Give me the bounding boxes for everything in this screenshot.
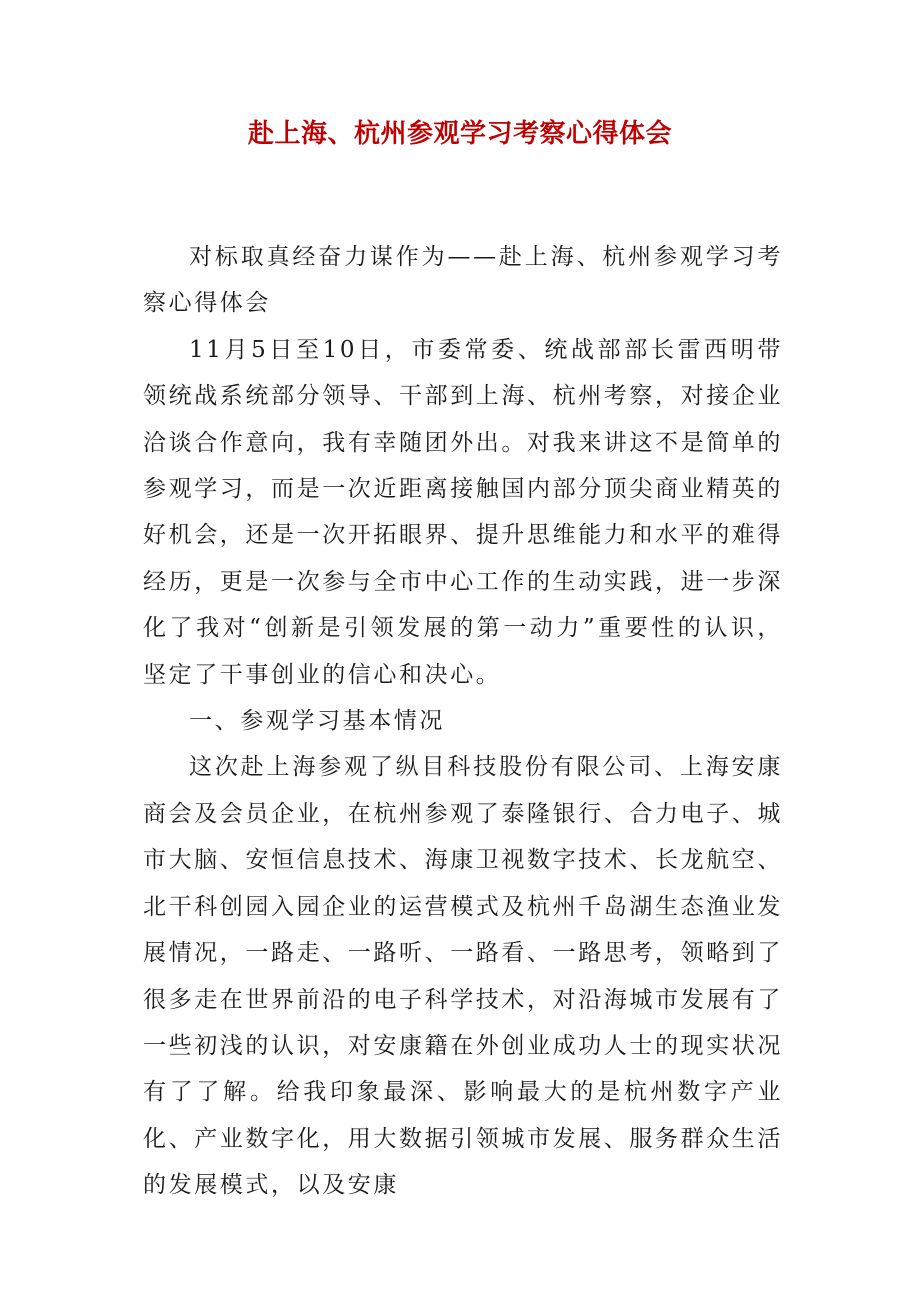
subtitle-paragraph: 对标取真经奋力谋作为——赴上海、杭州参观学习考察心得体会 [143, 244, 783, 317]
section-heading: 一、参观学习基本情况 [189, 708, 445, 735]
body-paragraph-visit: 这次赴上海参观了纵目科技股份有限公司、上海安康商会及会员企业，在杭州参观了泰隆银行、合力电子、城市大脑、安恒信息技术、海康卫视数字技术、长龙航空、北干科创园入园企业的运营模式及杭州千岛湖生态渔业发展情况，一路走、一路听、一路看、一路思考，领略到了很多走在世界前沿的电子科学技术，对沿海城市发展有了一些初浅的认识，对安康籍在外创业成功人士的现实状况有了了解。给我印象最深、影响最大的是杭州数字产业化、产业数字化，用大数据引领城市发展、服务群众生活的发展模式，以及安康 [143, 754, 783, 1199]
body-paragraph-intro: 11月5日至10日，市委常委、统战部部长雷西明带领统战系统部分领导、干部到上海、杭州考察，对接企业洽谈合作意向，我有幸随团外出。对我来讲这不是简单的参观学习，而是一次近距离接触国内部分顶尖商业精英的好机会，还是一次开拓眼界、提升思维能力和水平的难得经历，更是一次参与全市中心工作的生动实践，进一步深化了我对“创新是引领发展的第一动力”重要性的认识，坚定了干事创业的信心和决心。 [143, 336, 783, 688]
document-title: 赴上海、杭州参观学习考察心得体会 [247, 119, 672, 149]
document-body [143, 234, 783, 1209]
